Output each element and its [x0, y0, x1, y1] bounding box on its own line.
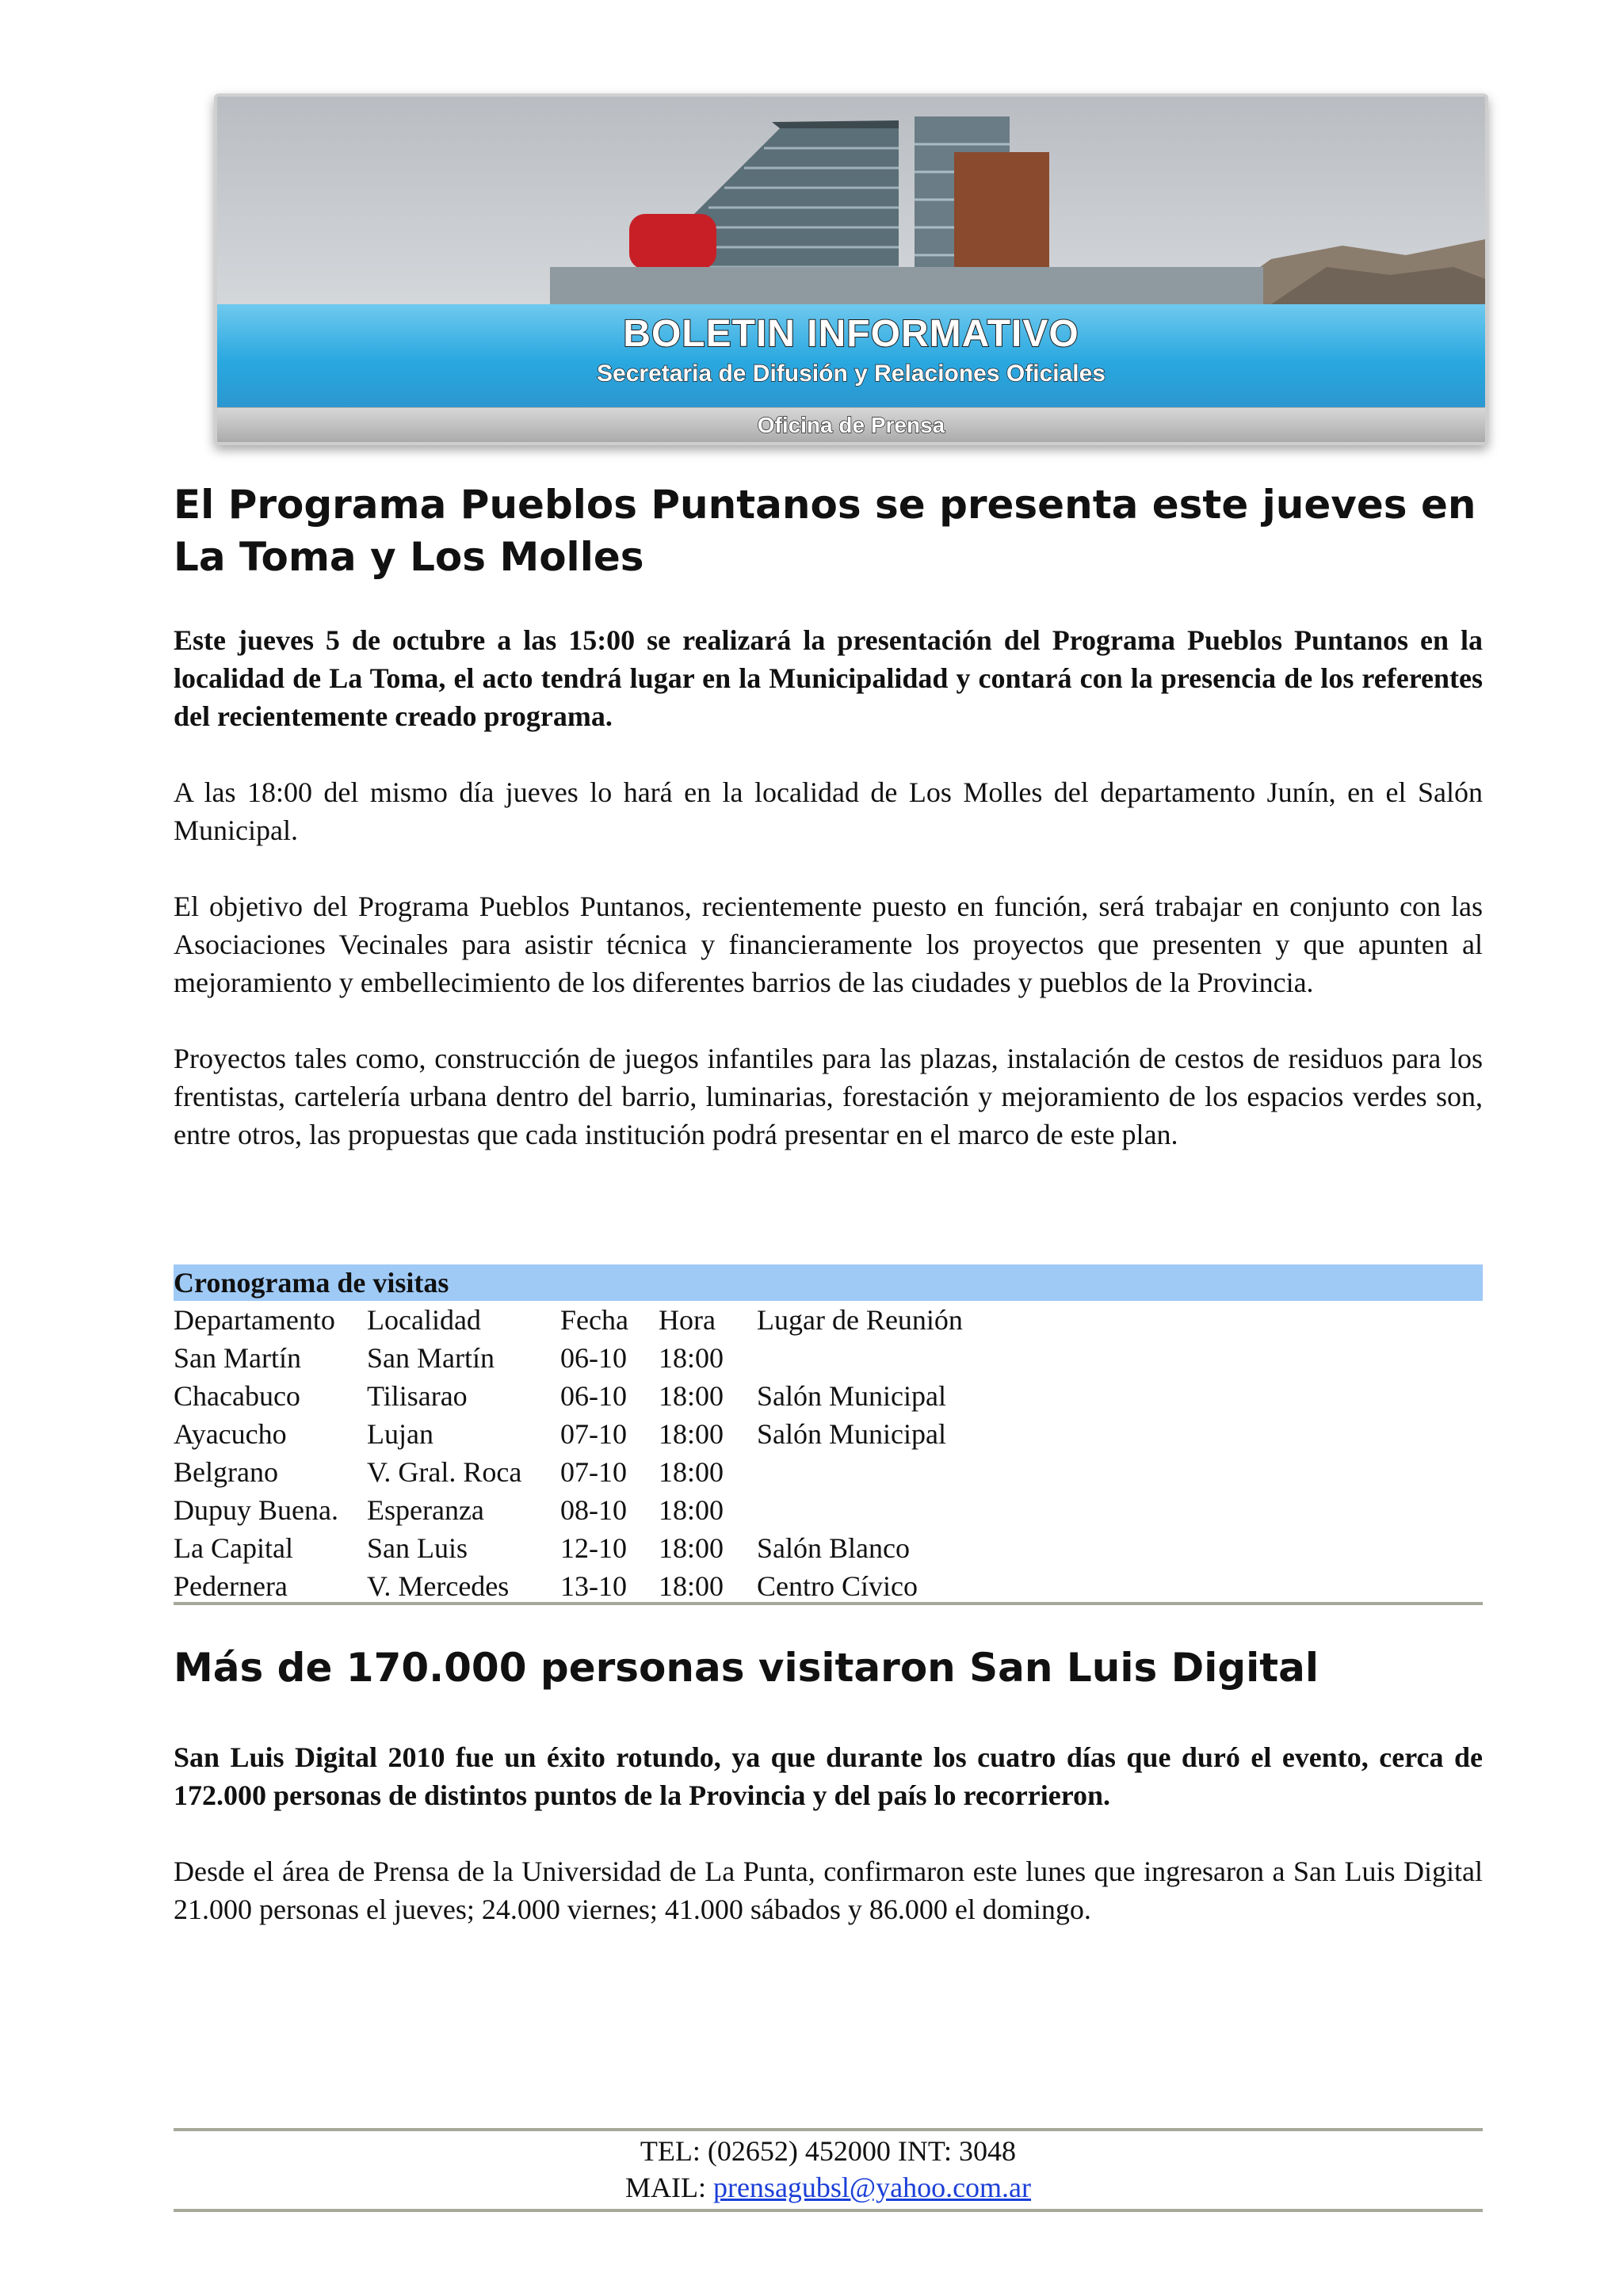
- schedule-cell: Pedernera: [174, 1570, 288, 1602]
- schedule-section: [174, 1264, 1483, 1605]
- schedule-title: Cronograma de visitas: [174, 1264, 1483, 1301]
- schedule-row: [174, 1377, 1483, 1415]
- schedule-cell: Belgrano: [174, 1456, 278, 1488]
- article-2-headline: Más de 170.000 personas visitaron San Luis Digital: [174, 1645, 1319, 1691]
- schedule-row: [174, 1415, 1483, 1453]
- schedule-cell: 06-10: [560, 1342, 627, 1374]
- schedule-cell: Ayacucho: [174, 1418, 287, 1450]
- schedule-cell: 18:00: [659, 1342, 724, 1374]
- schedule-cell: 12-10: [560, 1532, 627, 1564]
- schedule-cell: Dupuy Buena.: [174, 1494, 338, 1526]
- article-1-lead: Este jueves 5 de octubre a las 15:00 se realizará la presentación del Programa Pueblos Puntanos en la localidad de La Toma, el acto tendrá lugar en la Municipalidad y contará con la presencia de los referentes del recientemente creado programa.: [174, 624, 1483, 732]
- schedule-cell: Chacabuco: [174, 1380, 300, 1412]
- article-1: [174, 479, 1483, 1154]
- schedule-cell: San Martín: [367, 1342, 495, 1374]
- schedule-cell: 18:00: [659, 1494, 724, 1526]
- banner-office: Oficina de Prensa: [217, 408, 1485, 442]
- header-cell: Localidad: [367, 1304, 481, 1336]
- header-cell: Fecha: [560, 1304, 628, 1336]
- article-1-paragraph: Proyectos tales como, construcción de juegos infantiles para las plazas, instalación de cestos de residuos para los frentistas, cartelería urbana dentro del barrio, luminarias, forestación y mejoramiento de los espacios verdes son, entre otros, las propuestas que cada institución podrá presentar en el marco de este plan.: [174, 1043, 1483, 1150]
- footer-mail-line: [174, 2169, 1483, 2206]
- schedule-cell: Esperanza: [367, 1494, 484, 1526]
- schedule-cell: 18:00: [659, 1456, 724, 1488]
- article-2-lead: San Luis Digital 2010 fue un éxito rotundo, ya que durante los cuatro días que duró el evento, cerca de 172.000 personas de distintos puntos de la Provincia y del país lo recorrieron.: [174, 1741, 1483, 1811]
- footer-divider: [174, 2209, 1483, 2212]
- schedule-cell: 18:00: [659, 1380, 724, 1412]
- header-cell: Departamento: [174, 1304, 335, 1336]
- schedule-row: [174, 1453, 1483, 1491]
- section-divider: [174, 1602, 1483, 1605]
- schedule-cell: V. Mercedes: [367, 1570, 510, 1602]
- schedule-cell: 18:00: [659, 1418, 724, 1450]
- header-banner: [214, 93, 1488, 445]
- schedule-cell: San Martín: [174, 1342, 301, 1374]
- schedule-cell: [757, 1339, 1483, 1377]
- footer-mail-label: MAIL:: [624, 2172, 713, 2203]
- schedule-cell: [757, 1453, 1483, 1491]
- schedule-cell: 18:00: [659, 1532, 724, 1564]
- schedule-table: [174, 1301, 1483, 1605]
- schedule-row: [174, 1529, 1483, 1567]
- schedule-cell: V. Gral. Roca: [367, 1456, 522, 1488]
- schedule-cell: 07-10: [560, 1456, 627, 1488]
- schedule-cell: [757, 1491, 1483, 1529]
- schedule-cell: Salón Blanco: [757, 1532, 910, 1564]
- schedule-cell: Salón Municipal: [757, 1418, 946, 1450]
- footer-tel: TEL: (02652) 452000 INT: 3048: [640, 2135, 1017, 2167]
- schedule-row: [174, 1567, 1483, 1605]
- schedule-cell: 08-10: [560, 1494, 627, 1526]
- article-1-headline: El Programa Pueblos Puntanos se presenta este jueves en La Toma y Los Molles: [174, 482, 1476, 580]
- article-2: [174, 1642, 1483, 1928]
- schedule-cell: Lujan: [367, 1418, 433, 1450]
- schedule-cell: Tilisarao: [367, 1380, 468, 1412]
- schedule-cell: La Capital: [174, 1532, 293, 1564]
- schedule-cell: San Luis: [367, 1532, 468, 1564]
- footer: [174, 2133, 1483, 2206]
- schedule-cell: Salón Municipal: [757, 1380, 946, 1412]
- footer-mail-link[interactable]: prensagubsl@yahoo.com.ar: [712, 2172, 1032, 2203]
- header-cell: Hora: [659, 1304, 716, 1336]
- schedule-cell: 18:00: [659, 1570, 724, 1602]
- schedule-cell: 06-10: [560, 1380, 627, 1412]
- article-2-paragraph: Desde el área de Prensa de la Universidad de La Punta, confirmaron este lunes que ingresaron a San Luis Digital 21.000 personas el jueves; 24.000 viernes; 41.000 sábados y 86.000 el domingo.: [174, 1855, 1483, 1925]
- header-cell: Lugar de Reunión: [757, 1304, 963, 1336]
- schedule-header-row: [174, 1301, 1483, 1339]
- article-1-paragraph: A las 18:00 del mismo día jueves lo hará en la localidad de Los Molles del departamento Junín, en el Salón Municipal.: [174, 776, 1483, 846]
- schedule-cell: Centro Cívico: [757, 1570, 918, 1602]
- schedule-cell: 07-10: [560, 1418, 627, 1450]
- banner-subtitle: Secretaria de Difusión y Relaciones Oficiales: [597, 360, 1106, 387]
- banner-title: BOLETIN INFORMATIVO: [623, 313, 1079, 355]
- schedule-row: [174, 1339, 1483, 1377]
- schedule-row: [174, 1491, 1483, 1529]
- article-1-paragraph: El objetivo del Programa Pueblos Puntanos, recientemente puesto en función, será trabajar en conjunto con las Asociaciones Vecinales para asistir técnica y financieramente los proyectos que presenten y que apunten al mejoramiento y embellecimiento de los diferentes barrios de las ciudades y pueblos de la Provincia.: [174, 891, 1483, 998]
- schedule-cell: 13-10: [560, 1570, 627, 1602]
- footer-divider: [174, 2128, 1483, 2131]
